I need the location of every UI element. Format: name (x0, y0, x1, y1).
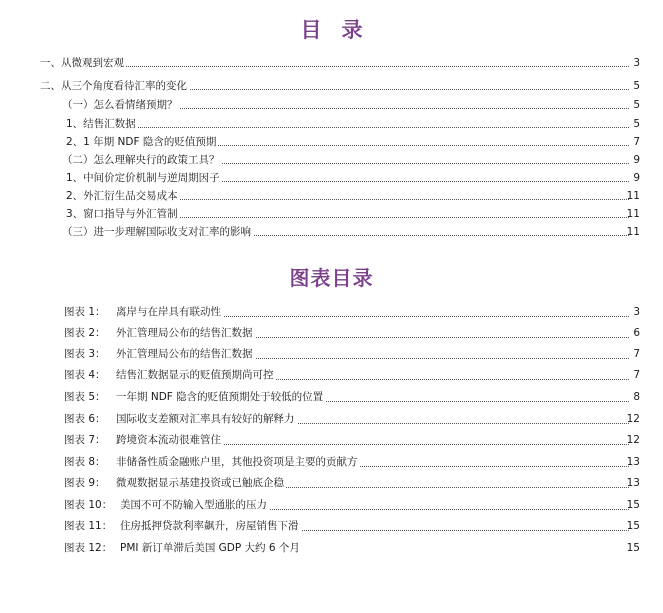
toc-entry-text: 1、中间价定价机制与逆周期因子 (66, 172, 220, 184)
toc-entry-text: 一、从微观到宏观 (40, 57, 124, 69)
toc-entry-text: （三）进一步理解国际收支对汇率的影响 (62, 226, 251, 238)
toc-entry-page: 5 (633, 99, 640, 111)
figure-entry-text: 国际收支差额对汇率具有较好的解释力 (116, 411, 297, 428)
toc-entry-text: 3、窗口指导与外汇管制 (66, 208, 178, 220)
figure-entry-text: 离岸与在岸具有联动性 (116, 304, 223, 321)
figure-entry-label: 图表 8： (64, 456, 106, 468)
toc-entry-page: 5 (633, 118, 640, 130)
toc-entry[interactable] (0, 224, 663, 240)
figure-entry[interactable] (0, 389, 663, 406)
figure-list-heading: 图表目录 (289, 266, 374, 290)
figure-entry-label: 图表 10： (64, 499, 113, 511)
figure-entry[interactable] (0, 367, 663, 384)
toc-entry-page: 11 (626, 208, 640, 220)
figure-entry-text: 结售汇数据显示的贬值预期尚可控 (116, 367, 276, 384)
figure-entry-page: 8 (633, 391, 640, 403)
figure-entry[interactable] (0, 518, 663, 535)
figure-entry-label: 图表 6： (64, 413, 106, 425)
toc-entry-text: 二、从三个角度看待汇率的变化 (40, 80, 187, 92)
figure-entry-label: 图表 9： (64, 477, 106, 489)
dot-leader (40, 51, 629, 67)
toc-entry-page: 9 (633, 154, 640, 166)
figure-entry-label: 图表 7： (64, 434, 106, 446)
figure-entry-page: 7 (633, 369, 640, 381)
toc-entry-text: 2、外汇衍生品交易成本 (66, 190, 178, 202)
figure-entry-page: 15 (626, 542, 640, 554)
figure-entry[interactable] (0, 346, 663, 363)
figure-entry-label: 图表 4： (64, 369, 106, 381)
figure-entry[interactable] (0, 325, 663, 342)
toc-entry[interactable] (0, 78, 663, 94)
figure-entry-page: 13 (626, 477, 640, 489)
toc-entry-page: 5 (633, 80, 640, 92)
figure-entry[interactable] (0, 475, 663, 492)
figure-entry-text: PMI 新订单滞后美国 GDP 大约 6 个月 (120, 540, 302, 557)
toc-entry-page: 11 (626, 190, 640, 202)
figure-entry-label: 图表 1： (64, 306, 106, 318)
figure-entry-page: 12 (626, 434, 640, 446)
figure-entry-text: 美国不可不防输入型通胀的压力 (120, 497, 269, 514)
figure-entry-text: 一年期 NDF 隐含的贬值预期处于较低的位置 (116, 389, 325, 406)
figure-entry-label: 图表 2： (64, 327, 106, 339)
figure-entry-text: 外汇管理局公布的结售汇数据 (116, 346, 255, 363)
figure-entry[interactable] (0, 432, 663, 449)
toc-entry-text: （一）怎么看情绪预期？ (62, 99, 178, 111)
figure-entry[interactable] (0, 411, 663, 428)
figure-entry-text: 微观数据显示基建投资或已触底企稳 (116, 475, 286, 492)
figure-entry-label: 图表 11： (64, 520, 113, 532)
toc-entry-page: 11 (626, 226, 640, 238)
figure-entry[interactable] (0, 304, 663, 321)
toc-entry-page: 3 (633, 57, 640, 69)
figure-entry-label: 图表 12： (64, 542, 113, 554)
figure-entry[interactable] (0, 540, 663, 557)
figure-entry-page: 15 (626, 499, 640, 511)
toc-entry-text: 1、结售汇数据 (66, 118, 136, 130)
figure-entry-text: 外汇管理局公布的结售汇数据 (116, 325, 255, 342)
figure-entry-page: 12 (626, 413, 640, 425)
toc-entry-text: （二）怎么理解央行的政策工具？ (62, 154, 220, 166)
toc-entry-page: 9 (633, 172, 640, 184)
figure-entry-page: 15 (626, 520, 640, 532)
figure-entry-page: 7 (633, 348, 640, 360)
figure-entry-page: 3 (633, 306, 640, 318)
toc-entry-page: 7 (633, 136, 640, 148)
figure-entry-page: 13 (626, 456, 640, 468)
toc-heading: 目录 (300, 18, 383, 42)
figure-entry-text: 跨境资本流动很难管住 (116, 432, 223, 449)
toc-entry-text: 2、1 年期 NDF 隐含的贬值预期 (66, 136, 217, 148)
figure-entry-page: 6 (633, 327, 640, 339)
toc-entry[interactable] (0, 97, 663, 113)
dot-leader (66, 112, 629, 128)
figure-entry-text: 非储备性质金融账户里，其他投资项是主要的贡献方 (116, 454, 360, 471)
figure-entry-label: 图表 5： (64, 391, 106, 403)
toc-entry[interactable] (0, 55, 663, 71)
figure-entry[interactable] (0, 454, 663, 471)
figure-entry[interactable] (0, 497, 663, 514)
figure-entry-label: 图表 3： (64, 348, 106, 360)
figure-entry-text: 住房抵押贷款利率飙升，房屋销售下滑 (120, 518, 301, 535)
